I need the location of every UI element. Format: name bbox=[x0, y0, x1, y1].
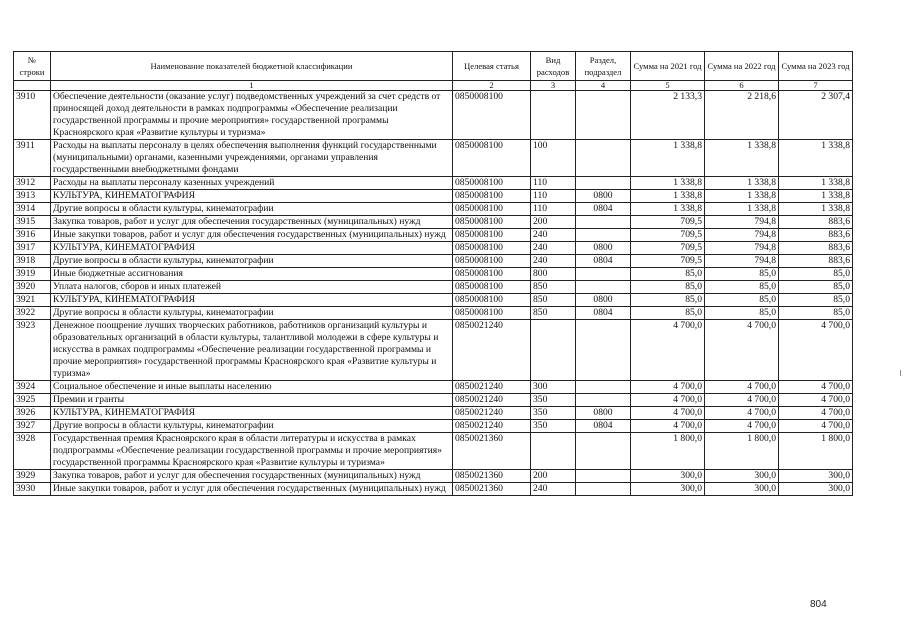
row-target-code: 0850021360 bbox=[453, 470, 531, 483]
row-expense-type: 850 bbox=[531, 281, 576, 294]
row-sum-2022: 85,0 bbox=[705, 294, 779, 307]
row-target-code: 0850008100 bbox=[453, 177, 531, 190]
row-expense-type bbox=[531, 320, 576, 381]
row-sum-2021: 709,5 bbox=[631, 242, 705, 255]
row-target-code: 0850021240 bbox=[453, 320, 531, 381]
table-row bbox=[14, 320, 853, 381]
row-number: 3930 bbox=[14, 483, 51, 496]
row-sum-2023: 1 338,8 bbox=[779, 177, 853, 190]
row-number: 3918 bbox=[14, 255, 51, 268]
column-number: 5 bbox=[631, 81, 705, 91]
row-name: КУЛЬТУРА, КИНЕМАТОГРАФИЯ bbox=[51, 407, 453, 420]
row-name: КУЛЬТУРА, КИНЕМАТОГРАФИЯ bbox=[51, 242, 453, 255]
column-number: 2 bbox=[453, 81, 531, 91]
row-section bbox=[576, 433, 631, 470]
row-number: 3928 bbox=[14, 433, 51, 470]
header-2022: Сумма на 2022 год bbox=[705, 52, 779, 81]
row-sum-2023: 1 338,8 bbox=[779, 203, 853, 216]
row-target-code: 0850008100 bbox=[453, 268, 531, 281]
row-sum-2023: 300,0 bbox=[779, 483, 853, 496]
row-section bbox=[576, 177, 631, 190]
row-name: Государственная премия Красноярского края в области литературы и искусства в рамках подпрограммы «Обеспечение реализации государственной программы и прочие мероприятия» государственной программы Красноярского края «Развитие культуры и туризма» bbox=[51, 433, 453, 470]
row-expense-type: 240 bbox=[531, 242, 576, 255]
row-sum-2023: 4 700,0 bbox=[779, 420, 853, 433]
table-row bbox=[14, 177, 853, 190]
row-sum-2021: 709,5 bbox=[631, 216, 705, 229]
row-sum-2023: 4 700,0 bbox=[779, 320, 853, 381]
row-sum-2021: 4 700,0 bbox=[631, 407, 705, 420]
row-expense-type: 850 bbox=[531, 307, 576, 320]
row-name: Закупка товаров, работ и услуг для обеспечения государственных (муниципальных) нужд bbox=[51, 470, 453, 483]
table-row bbox=[14, 394, 853, 407]
table-row bbox=[14, 307, 853, 320]
row-section bbox=[576, 140, 631, 177]
row-sum-2023: 883,6 bbox=[779, 216, 853, 229]
row-expense-type: 240 bbox=[531, 255, 576, 268]
column-number: 7 bbox=[779, 81, 853, 91]
row-target-code: 0850021240 bbox=[453, 420, 531, 433]
row-expense-type: 200 bbox=[531, 216, 576, 229]
row-expense-type bbox=[531, 433, 576, 470]
scan-mark bbox=[900, 370, 901, 376]
row-number: 3927 bbox=[14, 420, 51, 433]
row-section: 0804 bbox=[576, 307, 631, 320]
header-code: Целевая статья bbox=[453, 52, 531, 81]
row-sum-2022: 300,0 bbox=[705, 470, 779, 483]
row-section: 0804 bbox=[576, 203, 631, 216]
row-expense-type: 110 bbox=[531, 203, 576, 216]
row-target-code: 0850021240 bbox=[453, 381, 531, 394]
header-num: № строки bbox=[14, 52, 51, 81]
row-section: 0800 bbox=[576, 190, 631, 203]
row-section: 0804 bbox=[576, 255, 631, 268]
row-section bbox=[576, 91, 631, 140]
row-number: 3920 bbox=[14, 281, 51, 294]
row-sum-2023: 883,6 bbox=[779, 229, 853, 242]
row-sum-2021: 709,5 bbox=[631, 255, 705, 268]
row-sum-2022: 1 338,8 bbox=[705, 140, 779, 177]
header-vid: Вид расходов bbox=[531, 52, 576, 81]
table-row bbox=[14, 281, 853, 294]
row-number: 3917 bbox=[14, 242, 51, 255]
row-target-code: 0850008100 bbox=[453, 203, 531, 216]
row-section bbox=[576, 381, 631, 394]
row-sum-2023: 1 800,0 bbox=[779, 433, 853, 470]
row-target-code: 0850008100 bbox=[453, 307, 531, 320]
row-sum-2021: 1 800,0 bbox=[631, 433, 705, 470]
row-expense-type: 300 bbox=[531, 381, 576, 394]
row-expense-type: 240 bbox=[531, 229, 576, 242]
row-sum-2022: 794,8 bbox=[705, 216, 779, 229]
row-expense-type: 350 bbox=[531, 394, 576, 407]
row-sum-2023: 1 338,8 bbox=[779, 190, 853, 203]
row-expense-type: 200 bbox=[531, 470, 576, 483]
row-sum-2021: 709,5 bbox=[631, 229, 705, 242]
row-expense-type: 350 bbox=[531, 407, 576, 420]
row-target-code: 0850008100 bbox=[453, 91, 531, 140]
row-sum-2023: 4 700,0 bbox=[779, 394, 853, 407]
table-row bbox=[14, 470, 853, 483]
row-name: Другие вопросы в области культуры, кинематографии bbox=[51, 203, 453, 216]
table-row bbox=[14, 407, 853, 420]
row-name: Премии и гранты bbox=[51, 394, 453, 407]
row-section bbox=[576, 320, 631, 381]
row-expense-type: 350 bbox=[531, 420, 576, 433]
header-name: Наименование показателей бюджетной классификации bbox=[51, 52, 453, 81]
table-body bbox=[14, 91, 853, 496]
row-sum-2022: 1 338,8 bbox=[705, 203, 779, 216]
row-expense-type bbox=[531, 91, 576, 140]
table-row bbox=[14, 483, 853, 496]
row-sum-2023: 883,6 bbox=[779, 255, 853, 268]
table-row bbox=[14, 242, 853, 255]
row-target-code: 0850008100 bbox=[453, 281, 531, 294]
row-target-code: 0850021360 bbox=[453, 483, 531, 496]
table-row bbox=[14, 381, 853, 394]
row-sum-2022: 1 800,0 bbox=[705, 433, 779, 470]
table-row bbox=[14, 420, 853, 433]
row-number: 3911 bbox=[14, 140, 51, 177]
row-sum-2021: 4 700,0 bbox=[631, 420, 705, 433]
table-row bbox=[14, 229, 853, 242]
row-expense-type: 110 bbox=[531, 177, 576, 190]
row-number: 3913 bbox=[14, 190, 51, 203]
row-name: Другие вопросы в области культуры, кинематографии bbox=[51, 255, 453, 268]
header-row bbox=[14, 52, 853, 81]
row-number: 3914 bbox=[14, 203, 51, 216]
row-section: 0804 bbox=[576, 420, 631, 433]
row-sum-2022: 794,8 bbox=[705, 255, 779, 268]
row-section: 0800 bbox=[576, 242, 631, 255]
row-name: Иные бюджетные ассигнования bbox=[51, 268, 453, 281]
row-section bbox=[576, 470, 631, 483]
header-2023: Сумма на 2023 год bbox=[779, 52, 853, 81]
row-sum-2021: 4 700,0 bbox=[631, 394, 705, 407]
row-name: Иные закупки товаров, работ и услуг для обеспечения государственных (муниципальных) нужд bbox=[51, 229, 453, 242]
row-number: 3916 bbox=[14, 229, 51, 242]
row-sum-2023: 4 700,0 bbox=[779, 381, 853, 394]
row-sum-2021: 85,0 bbox=[631, 268, 705, 281]
row-sum-2023: 85,0 bbox=[779, 268, 853, 281]
row-number: 3925 bbox=[14, 394, 51, 407]
row-sum-2022: 794,8 bbox=[705, 242, 779, 255]
row-name: Расходы на выплаты персоналу казенных учреждений bbox=[51, 177, 453, 190]
row-expense-type: 800 bbox=[531, 268, 576, 281]
row-sum-2021: 2 133,3 bbox=[631, 91, 705, 140]
row-name: Обеспечение деятельности (оказание услуг) подведомственных учреждений за счет средств от приносящей доход деятельности в рамках подпрограммы «Обеспечение реализации государственной программы и прочие мероприятия» государственной программы Красноярского края «Развитие культуры и туризма» bbox=[51, 91, 453, 140]
row-sum-2021: 300,0 bbox=[631, 470, 705, 483]
row-number: 3912 bbox=[14, 177, 51, 190]
row-sum-2021: 1 338,8 bbox=[631, 177, 705, 190]
row-number: 3915 bbox=[14, 216, 51, 229]
row-name: Иные закупки товаров, работ и услуг для обеспечения государственных (муниципальных) нужд bbox=[51, 483, 453, 496]
row-target-code: 0850008100 bbox=[453, 255, 531, 268]
row-sum-2021: 85,0 bbox=[631, 294, 705, 307]
row-section bbox=[576, 229, 631, 242]
table-row bbox=[14, 294, 853, 307]
row-section: 0800 bbox=[576, 407, 631, 420]
row-number: 3923 bbox=[14, 320, 51, 381]
column-numbers-row bbox=[14, 81, 853, 91]
row-sum-2022: 85,0 bbox=[705, 307, 779, 320]
row-sum-2023: 4 700,0 bbox=[779, 407, 853, 420]
row-sum-2021: 1 338,8 bbox=[631, 190, 705, 203]
row-sum-2023: 85,0 bbox=[779, 307, 853, 320]
row-number: 3922 bbox=[14, 307, 51, 320]
row-target-code: 0850008100 bbox=[453, 229, 531, 242]
row-name: КУЛЬТУРА, КИНЕМАТОГРАФИЯ bbox=[51, 294, 453, 307]
row-sum-2022: 4 700,0 bbox=[705, 320, 779, 381]
row-number: 3926 bbox=[14, 407, 51, 420]
row-sum-2021: 4 700,0 bbox=[631, 381, 705, 394]
row-section bbox=[576, 216, 631, 229]
header-razd: Раздел, подраздел bbox=[576, 52, 631, 81]
column-number bbox=[14, 81, 51, 91]
row-sum-2021: 1 338,8 bbox=[631, 140, 705, 177]
row-section bbox=[576, 394, 631, 407]
row-name: КУЛЬТУРА, КИНЕМАТОГРАФИЯ bbox=[51, 190, 453, 203]
row-expense-type: 850 bbox=[531, 294, 576, 307]
row-sum-2023: 300,0 bbox=[779, 470, 853, 483]
table-row bbox=[14, 255, 853, 268]
row-target-code: 0850021240 bbox=[453, 394, 531, 407]
table-row bbox=[14, 433, 853, 470]
row-section bbox=[576, 268, 631, 281]
table-row bbox=[14, 203, 853, 216]
row-sum-2022: 794,8 bbox=[705, 229, 779, 242]
table-row bbox=[14, 140, 853, 177]
row-sum-2022: 4 700,0 bbox=[705, 394, 779, 407]
page-number: 804 bbox=[810, 599, 827, 610]
row-sum-2021: 85,0 bbox=[631, 281, 705, 294]
row-name: Другие вопросы в области культуры, кинематографии bbox=[51, 420, 453, 433]
table-row bbox=[14, 91, 853, 140]
row-name: Другие вопросы в области культуры, кинематографии bbox=[51, 307, 453, 320]
row-section: 0800 bbox=[576, 294, 631, 307]
row-name: Расходы на выплаты персоналу в целях обеспечения выполнения функций государственными (муниципальными) органами, казенными учреждениями, органами управления государственными внебюджетными фондами bbox=[51, 140, 453, 177]
row-section bbox=[576, 483, 631, 496]
row-sum-2022: 300,0 bbox=[705, 483, 779, 496]
row-target-code: 0850008100 bbox=[453, 216, 531, 229]
column-number: 3 bbox=[531, 81, 576, 91]
row-number: 3910 bbox=[14, 91, 51, 140]
row-sum-2023: 1 338,8 bbox=[779, 140, 853, 177]
row-name: Уплата налогов, сборов и иных платежей bbox=[51, 281, 453, 294]
row-sum-2022: 1 338,8 bbox=[705, 190, 779, 203]
row-sum-2021: 4 700,0 bbox=[631, 320, 705, 381]
table-row bbox=[14, 216, 853, 229]
table-row bbox=[14, 268, 853, 281]
header-2021: Сумма на 2021 год bbox=[631, 52, 705, 81]
row-expense-type: 240 bbox=[531, 483, 576, 496]
row-sum-2023: 2 307,4 bbox=[779, 91, 853, 140]
row-sum-2023: 85,0 bbox=[779, 294, 853, 307]
row-target-code: 0850021360 bbox=[453, 433, 531, 470]
row-sum-2022: 85,0 bbox=[705, 281, 779, 294]
row-sum-2022: 2 218,6 bbox=[705, 91, 779, 140]
row-name: Денежное поощрение лучших творческих работников, работников организаций культуры и образовательных организаций в области культуры, талантливой молодежи в сфере культуры и искусства в рамках подпрограммы «Обеспечение реализации государственной программы и прочие мероприятия» государственной программы Красноярского края «Развитие культуры и туризма» bbox=[51, 320, 453, 381]
row-number: 3929 bbox=[14, 470, 51, 483]
row-number: 3924 bbox=[14, 381, 51, 394]
row-name: Закупка товаров, работ и услуг для обеспечения государственных (муниципальных) нужд bbox=[51, 216, 453, 229]
row-sum-2021: 300,0 bbox=[631, 483, 705, 496]
row-target-code: 0850008100 bbox=[453, 140, 531, 177]
row-sum-2022: 85,0 bbox=[705, 268, 779, 281]
row-sum-2023: 85,0 bbox=[779, 281, 853, 294]
row-number: 3919 bbox=[14, 268, 51, 281]
row-target-code: 0850021240 bbox=[453, 407, 531, 420]
row-target-code: 0850008100 bbox=[453, 294, 531, 307]
budget-table bbox=[13, 51, 853, 496]
row-target-code: 0850008100 bbox=[453, 190, 531, 203]
row-number: 3921 bbox=[14, 294, 51, 307]
row-sum-2022: 4 700,0 bbox=[705, 407, 779, 420]
row-sum-2022: 1 338,8 bbox=[705, 177, 779, 190]
row-sum-2021: 85,0 bbox=[631, 307, 705, 320]
column-number: 6 bbox=[705, 81, 779, 91]
row-name: Социальное обеспечение и иные выплаты населению bbox=[51, 381, 453, 394]
row-expense-type: 100 bbox=[531, 140, 576, 177]
row-sum-2023: 883,6 bbox=[779, 242, 853, 255]
column-number: 4 bbox=[576, 81, 631, 91]
row-target-code: 0850008100 bbox=[453, 242, 531, 255]
row-sum-2022: 4 700,0 bbox=[705, 381, 779, 394]
column-number: 1 bbox=[51, 81, 453, 91]
row-sum-2021: 1 338,8 bbox=[631, 203, 705, 216]
row-section bbox=[576, 281, 631, 294]
row-sum-2022: 4 700,0 bbox=[705, 420, 779, 433]
row-expense-type: 110 bbox=[531, 190, 576, 203]
table-row bbox=[14, 190, 853, 203]
